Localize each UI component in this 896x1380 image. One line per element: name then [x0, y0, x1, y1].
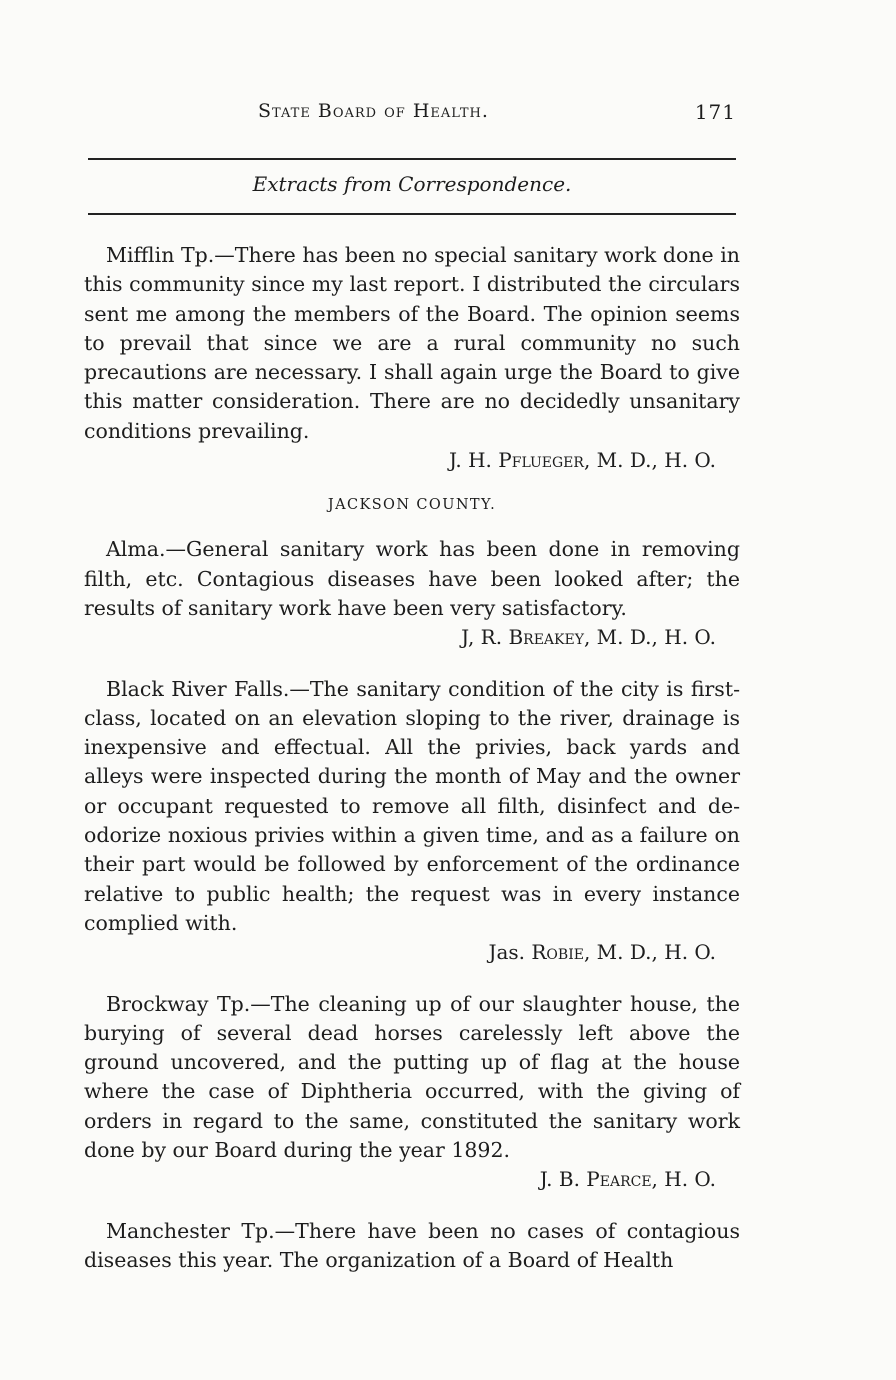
running-header	[88, 100, 736, 130]
running-title: State Board of Health.	[258, 100, 489, 122]
page-number: 171	[694, 100, 736, 124]
entry-manchester: Manchester Tp.—There have been no cases of contagious diseases this year. The organization of a Board of Health	[84, 1218, 740, 1272]
entry-black-river-falls: Black River Falls.—The sanitary condition of the city is first-class, located on an elevation sloping to the river, drainage is inexpensive and effectual. All the privies, back yards and alleys were inspected during the month of May and the owner or occupant requested to remove all filth, disinfect and de-odorize noxious privies within a given time, and as a failure on their part would be followed by enforcement of the ordinance relative to public health; the request was in every instance complied with.	[84, 676, 740, 935]
signature-robie: Jas. Robie, M. D., H. O.	[488, 940, 716, 965]
body-text	[84, 241, 740, 1275]
signature-pearce: J. B. Pearce, H. O.	[539, 1167, 716, 1192]
signature-breakey: J, R. Breakey, M. D., H. O.	[461, 625, 716, 650]
county-heading: JACKSON COUNTY.	[327, 497, 497, 514]
section-title: Extracts from Correspondence.	[252, 172, 572, 196]
entry-mifflin: Mifflin Tp.—There has been no special sanitary work done in this community since my last report. I distributed the circulars sent me among the members of the Board. The opinion seems to prevail that since we are a rural community no such precautions are necessary. I shall again urge the Board to give this matter consideration. There are no decidedly unsanitary conditions prevailing.	[84, 243, 740, 443]
entry-brockway: Brockway Tp.—The cleaning up of our slaughter house, the burying of several dead horses carelessly left above the ground uncovered, and the putting up of flag at the house where the case of Diphtheria occurred, with the giving of orders in regard to the same, constituted the sanitary work done by our Board during the year 1892.	[84, 991, 740, 1163]
entry-alma: Alma.—General sanitary work has been done in removing filth, etc. Contagious diseases have been looked after; the results of sanitary work have been very satisfactory.	[84, 537, 740, 620]
bottom-rule	[88, 213, 736, 215]
top-rule	[88, 158, 736, 160]
signature-pflueger: J. H. Pflueger, M. D., H. O.	[448, 448, 716, 473]
